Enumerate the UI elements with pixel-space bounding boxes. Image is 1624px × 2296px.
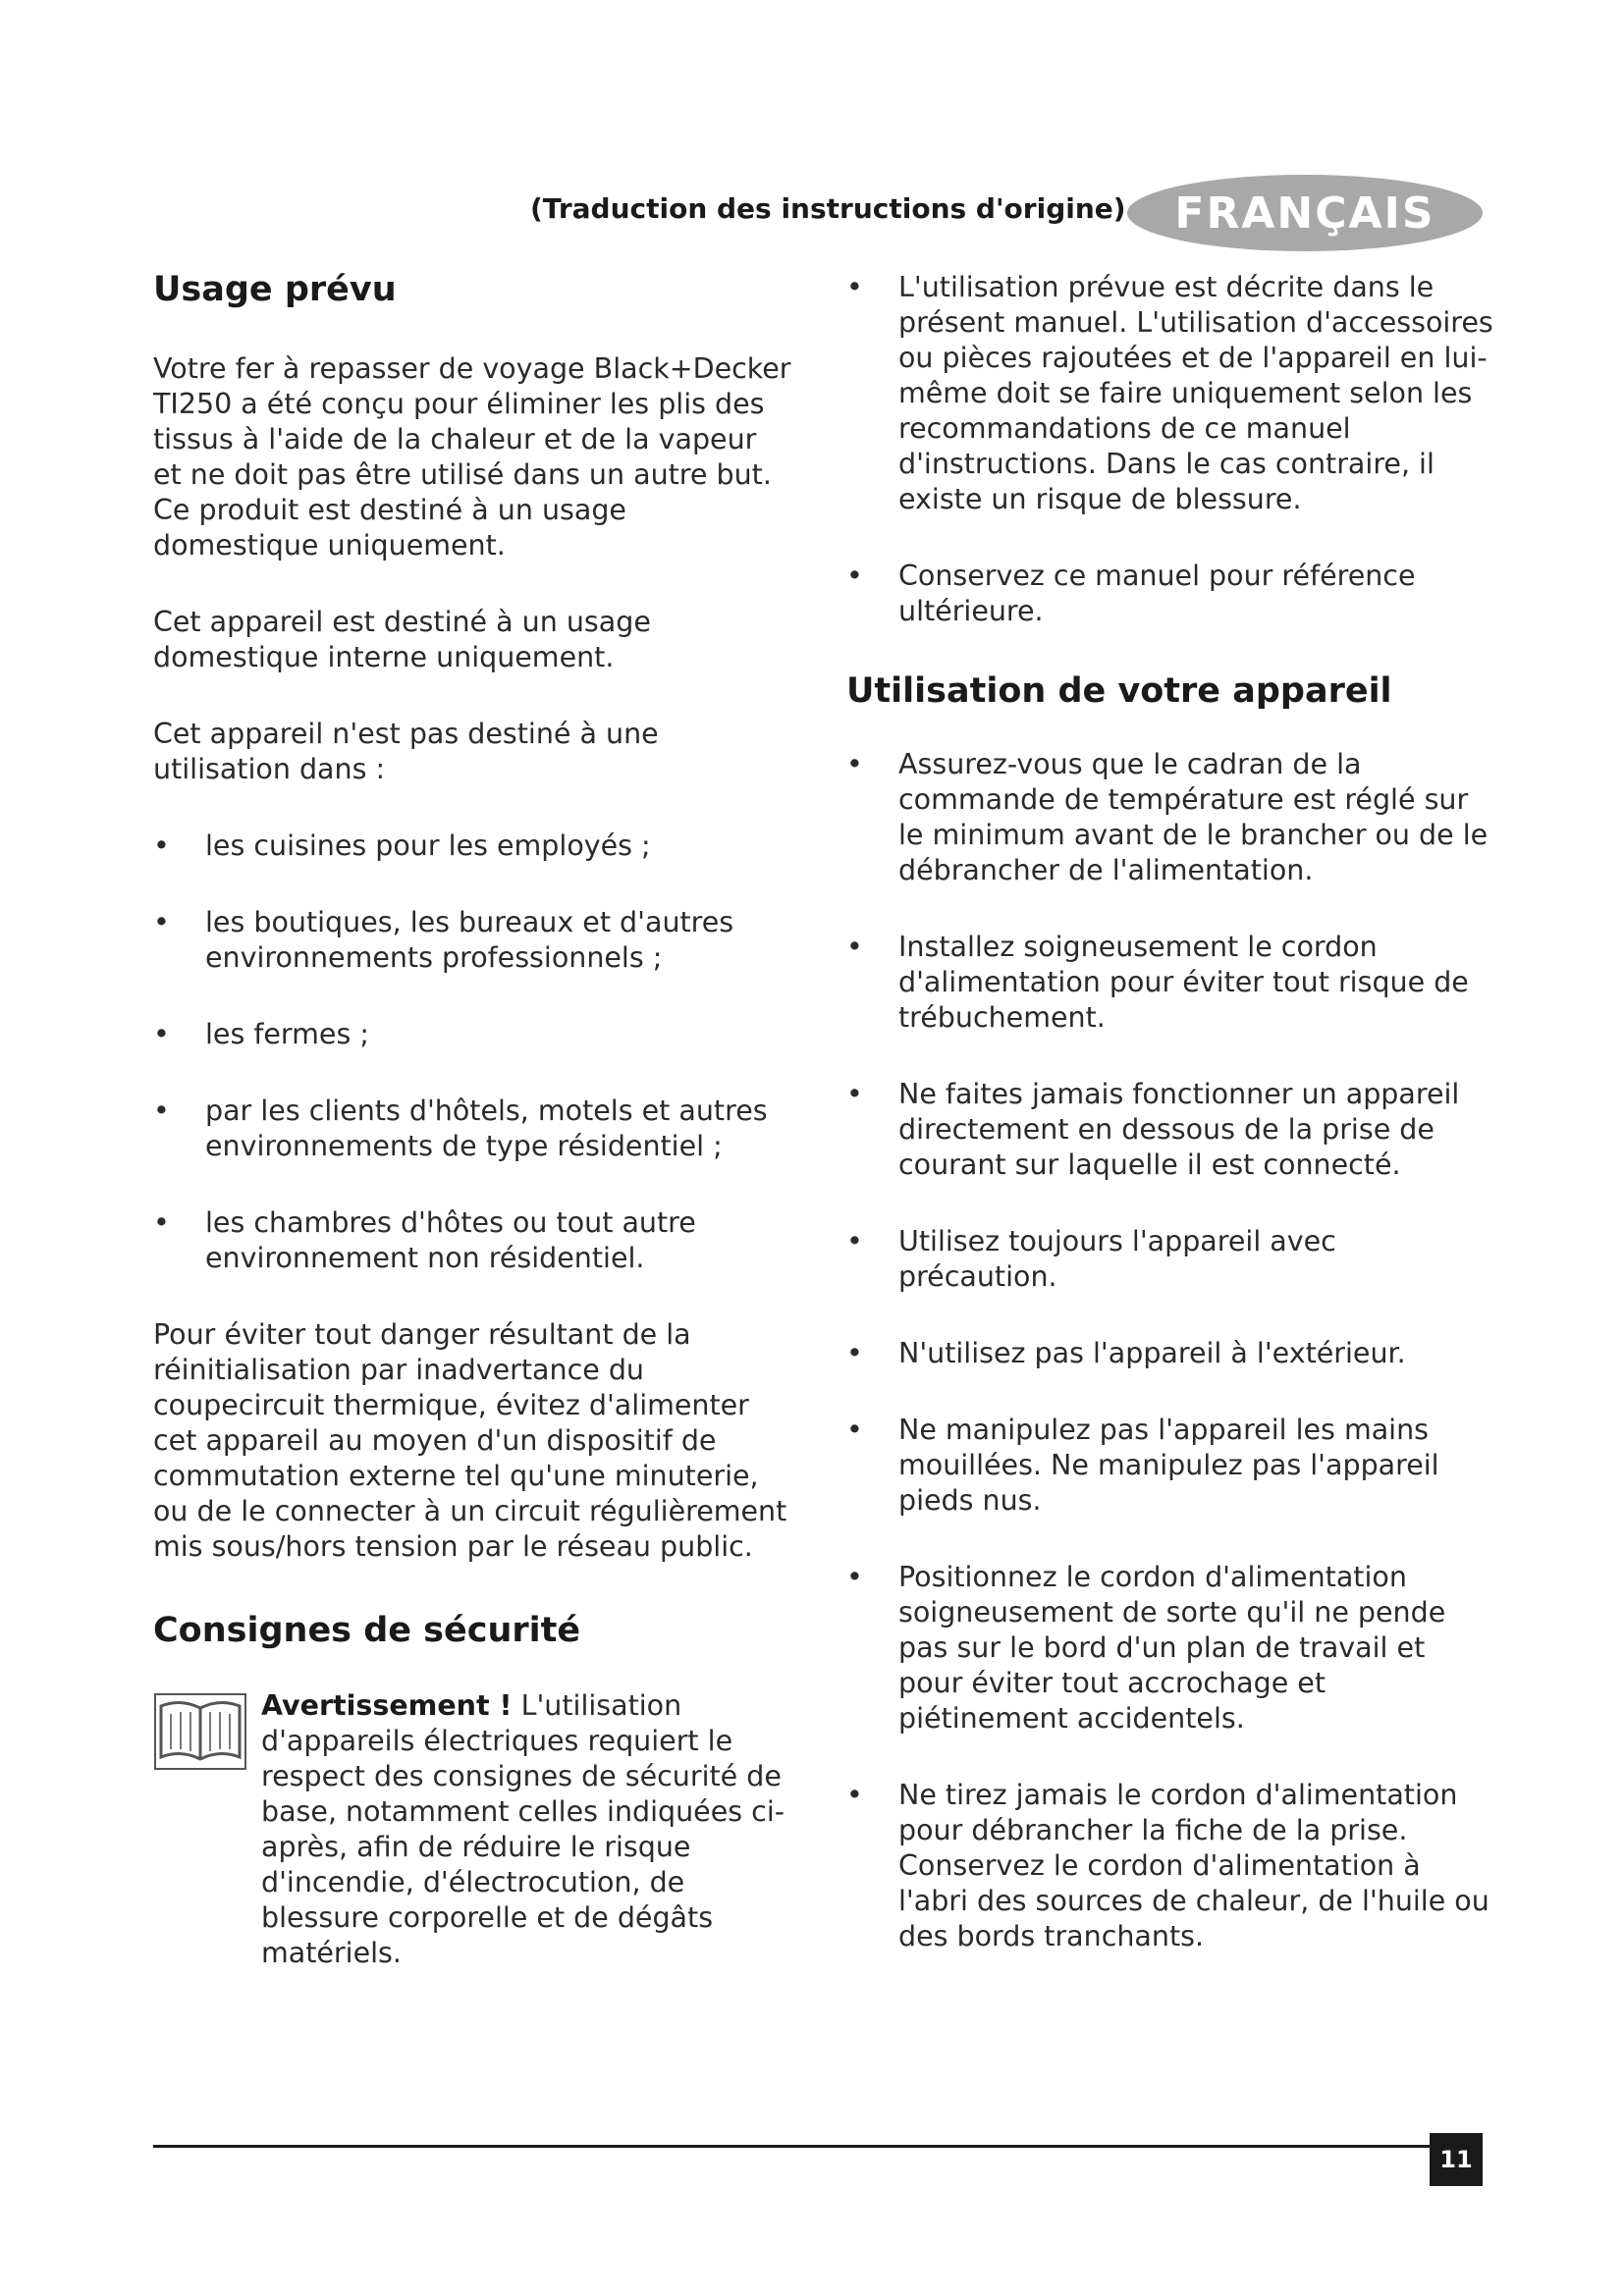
list-item: • Ne manipulez pas l'appareil les mains mouillées. Ne manipulez pas l'appareil pieds nus. [846,1413,1494,1519]
right-column [846,265,1494,1954]
list-item: • Installez soigneusement le cordon d'alimentation pour éviter tout risque de trébuchement. [846,930,1494,1036]
language-badge: FRANÇAIS [1127,175,1483,251]
list-item: • Ne tirez jamais le cordon d'alimentation pour débrancher la fiche de la prise. Conservez le cordon d'alimentation à l'abri des sources de chaleur, de l'huile ou des bords tranchants. [846,1778,1494,1954]
warning-label: Avertissement ! [261,1689,513,1722]
intro-list [846,270,1494,629]
list-item: • Ne faites jamais fonctionner un appareil directement en dessous de la prise de courant sur laquelle il est connecté. [846,1077,1494,1183]
warning-body: L'utilisation d'appareils électriques requiert le respect des consignes de sécurité de base, notamment celles indiquées ci-après, afin de réduire le risque d'incendie, d'électrocution, de blessure corporelle et de dégâts matériels. [261,1689,785,1969]
heading-usage: Usage prévu [153,270,397,309]
warning-block [153,1688,791,1971]
manual-book-icon [153,1692,247,1771]
list-item: • les fermes ; [153,1017,791,1052]
list-item: • par les clients d'hôtels, motels et autres environnements de type résidentiel ; [153,1094,791,1164]
page-number: 11 [1430,2133,1483,2186]
list-item: • les cuisines pour les employés ; [153,828,791,864]
list-item: • Utilisez toujours l'appareil avec précaution. [846,1224,1494,1295]
footer-rule [153,2145,1430,2148]
list-item: • L'utilisation prévue est décrite dans le présent manuel. L'utilisation d'accessoires ou pièces rajoutées et de l'appareil en lui-même doit se faire uniquement selon les recommandations de ce manuel d'instructions. Dans le cas contraire, il existe un risque de blessure. [846,270,1494,517]
heading-use: Utilisation de votre appareil [846,671,1392,711]
usage-paragraph-2: Cet appareil est destiné à un usage domestique interne uniquement. [153,606,651,673]
list-item: • les boutiques, les bureaux et d'autres environnements professionnels ; [153,905,791,976]
usage-paragraph-3: Cet appareil n'est pas destiné à une utilisation dans : [153,718,659,785]
usage-exclusion-list [153,828,791,1276]
usage-paragraph-1: Votre fer à repasser de voyage Black+Decker TI250 a été conçu pour éliminer les plis des tissus à l'aide de la chaleur et de la vapeur et ne doit pas être utilisé dans un autre but. Ce produit est destiné à un usage domestique uniquement. [153,352,791,561]
left-column [153,265,791,1971]
heading-safety: Consignes de sécurité [153,1611,581,1650]
list-item: • les chambres d'hôtes ou tout autre environnement non résidentiel. [153,1205,791,1276]
translation-note: (Traduction des instructions d'origine) [530,192,1126,225]
list-item: • Positionnez le cordon d'alimentation soigneusement de sorte qu'il ne pende pas sur le bord d'un plan de travail et pour éviter tout accrochage et piétinement accidentels. [846,1560,1494,1736]
use-instructions-list [846,747,1494,1954]
usage-paragraph-4: Pour éviter tout danger résultant de la réinitialisation par inadvertance du coupecircuit thermique, évitez d'alimenter cet appareil au moyen d'un dispositif de commutation externe tel qu'une minuterie, ou de le connecter à un circuit régulièrement mis sous/hors tension par le réseau public. [153,1318,787,1563]
list-item: • N'utilisez pas l'appareil à l'extérieur. [846,1336,1494,1371]
warning-text [261,1688,791,1971]
list-item: • Assurez-vous que le cadran de la commande de température est réglé sur le minimum avant de le brancher ou de le débrancher de l'alimentation. [846,747,1494,888]
list-item: • Conservez ce manuel pour référence ultérieure. [846,559,1494,629]
